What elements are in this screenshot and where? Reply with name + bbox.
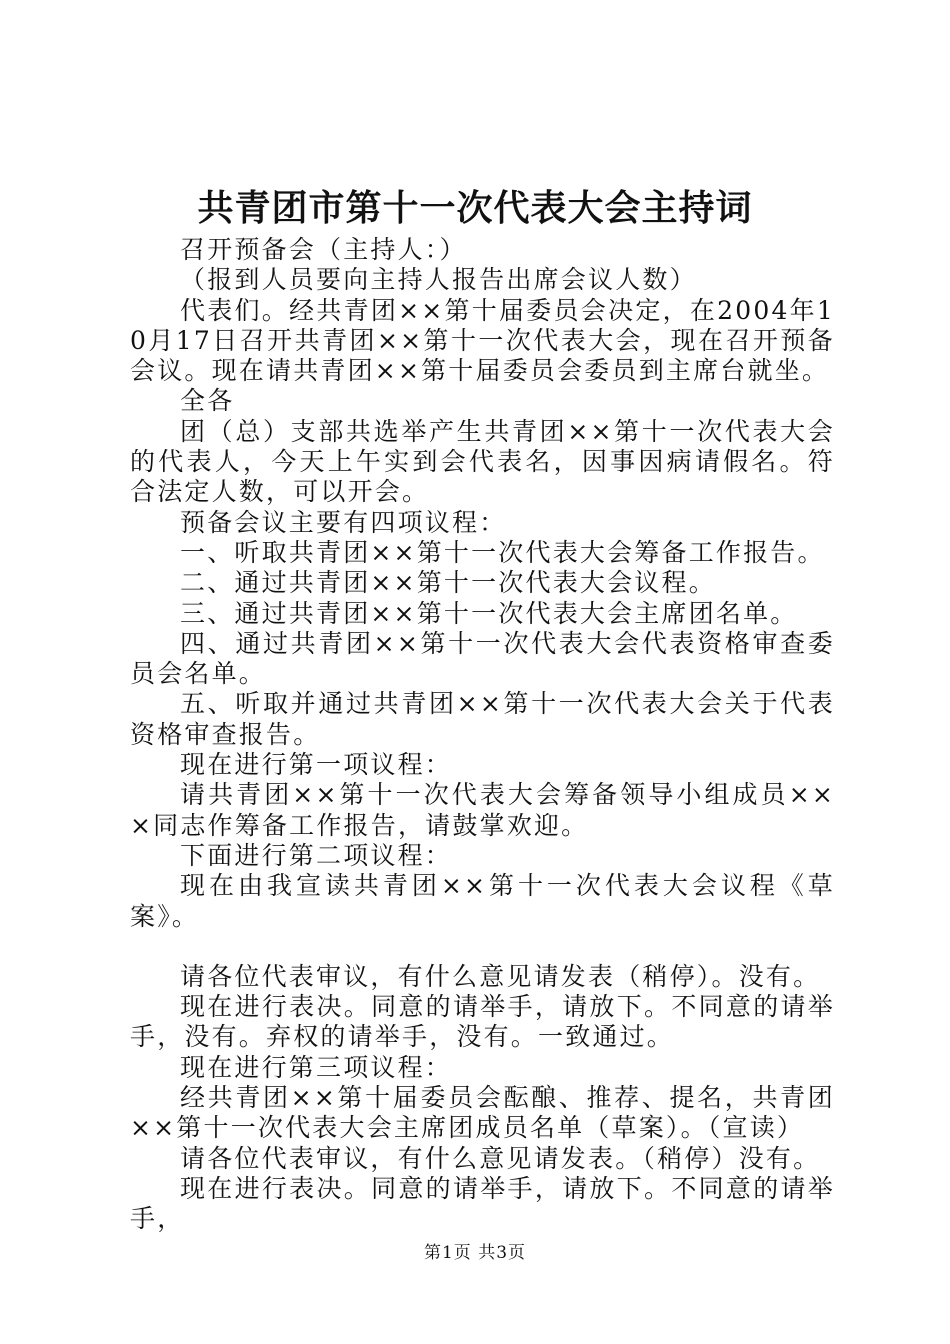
- document-title: 共青团市第十一次代表大会主持词: [197, 188, 753, 229]
- page-number-footer: 第1页 共3页: [423, 1243, 527, 1263]
- paragraph: 请共青团××第十一次代表大会筹备领导小组成员×××同志作筹备工作报告，请鼓掌欢迎。: [130, 780, 835, 840]
- paragraph: 五、听取并通过共青团××第十一次代表大会关于代表资格审查报告。: [130, 689, 835, 749]
- paragraph: 代表们。经共青团××第十届委员会决定，在2004年10月17日召开共青团××第十一次代表大会，现在召开预备会议。现在请共青团××第十届委员会委员到主席台就坐。: [130, 295, 835, 386]
- paragraph: 请各位代表审议，有什么意见请发表（稍停）。没有。: [180, 961, 821, 991]
- paragraph: 现在由我宣读共青团××第十一次代表大会议程《草案》。: [130, 871, 835, 931]
- paragraph: 三、通过共青团××第十一次代表大会主席团名单。: [180, 598, 798, 628]
- blank-line: [130, 932, 835, 962]
- paragraph: 全各: [180, 386, 235, 416]
- document-body: [130, 235, 835, 1235]
- paragraph: 现在进行第三项议程：: [180, 1052, 453, 1082]
- paragraph: 现在进行第一项议程：: [180, 750, 453, 780]
- paragraph: 二、通过共青团××第十一次代表大会议程。: [180, 568, 716, 598]
- paragraph: 四、通过共青团××第十一次代表大会代表资格审查委员会名单。: [130, 628, 835, 689]
- paragraph: 现在进行表决。同意的请举手，请放下。不同意的请举手，没有。弃权的请举手，没有。一致通过。: [130, 992, 835, 1052]
- paragraph: 一、听取共青团××第十一次代表大会筹备工作报告。: [180, 537, 825, 567]
- paragraph: 经共青团××第十届委员会酝酿、推荐、提名，共青团××第十一次代表大会主席团成员名单（草案）。（宣读）: [130, 1083, 835, 1143]
- paragraph: 下面进行第二项议程：: [180, 840, 453, 870]
- paragraph: 召开预备会（主持人：）: [180, 235, 467, 264]
- paragraph: 现在进行表决。同意的请举手，请放下。不同意的请举手，: [130, 1173, 835, 1234]
- paragraph: 团（总）支部共选举产生共青团××第十一次代表大会的代表人，今天上午实到会代表名，因事因病请假名。符合法定人数，可以开会。: [130, 416, 835, 507]
- paragraph: （报到人员要向主持人报告出席会议人数）: [180, 265, 697, 295]
- paragraph: 请各位代表审议，有什么意见请发表。（稍停）没有。: [180, 1143, 821, 1173]
- paragraph: 预备会议主要有四项议程：: [180, 507, 507, 537]
